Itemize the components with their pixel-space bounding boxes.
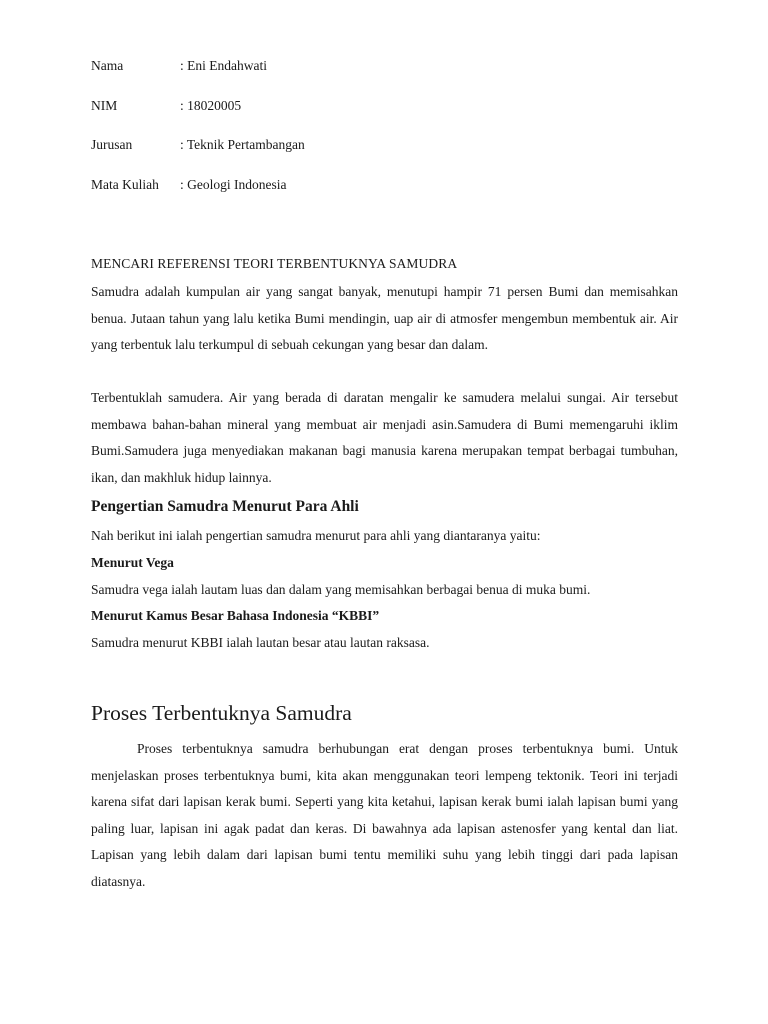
info-row-nama	[91, 58, 305, 98]
paragraph-1: Samudra adalah kumpulan air yang sangat banyak, menutupi hampir 71 persen Bumi dan memisahkan benua. Jutaan tahun yang lalu ketika Bumi mendingin, uap air di atmosfer mengembun membentuk air. Air yang terbentuk lalu terkumpul di sebuah cekungan yang besar dan dalam.	[91, 284, 678, 352]
student-info	[91, 58, 305, 216]
info-row-mata-kuliah	[91, 177, 305, 217]
kbbi-text: Samudra menurut KBBI ialah lautan besar atau lautan raksasa.	[91, 635, 430, 650]
info-row-jurusan	[91, 137, 305, 177]
paragraph-3: Proses terbentuknya samudra berhubungan erat dengan proses terbentuknya bumi. Untuk menjelaskan proses terbentuknya bumi, kita akan menggunakan teori lempeng tektonik. Teori ini terjadi karena sifat dari lapisan kerak bumi. Seperti yang kita ketahui, lapisan kerak bumi ialah lapisan bumi yang paling luar, lapisan ini agak padat dan keras. Di bawahnya ada lapisan astenosfer yang kental dan liat. Lapisan yang lebih dalam dari lapisan bumi tentu memiliki suhu yang lebih tinggi dari pada lapisan diatasnya.	[91, 741, 678, 889]
info-row-nim	[91, 98, 305, 138]
vega-text: Samudra vega ialah lautam luas dan dalam yang memisahkan berbagai benua di muka bumi.	[91, 582, 591, 597]
info-label: NIM	[91, 97, 118, 113]
info-label: Mata Kuliah	[91, 176, 159, 192]
section-heading: MENCARI REFERENSI TEORI TERBENTUKNYA SAMUDRA	[91, 256, 458, 271]
info-value: : 18020005	[180, 97, 242, 113]
info-value: : Geologi Indonesia	[180, 176, 287, 192]
info-value: : Teknik Pertambangan	[180, 137, 305, 152]
sub-heading: Pengertian Samudra Menurut Para Ahli	[91, 498, 359, 515]
info-value: : Eni Endahwati	[180, 58, 267, 73]
paragraph-2: Terbentuklah samudera. Air yang berada di daratan mengalir ke samudera melalui sungai. Air tersebut membawa bahan-bahan mineral yang membuat air menjadi asin.Samudera di Bumi memengaruhi iklim Bumi.Samudera juga menyediakan makanan bagi manusia karena merupakan tempat berbagai tumbuhan, ikan, dan makhluk hidup lainnya.	[91, 390, 678, 485]
info-label: Nama	[91, 58, 124, 73]
kbbi-heading: Menurut Kamus Besar Bahasa Indonesia “KBBI”	[91, 608, 380, 623]
page-title: Proses Terbentuknya Samudra	[91, 701, 352, 725]
info-label: Jurusan	[91, 137, 133, 152]
intro-line: Nah berikut ini ialah pengertian samudra menurut para ahli yang diantaranya yaitu:	[91, 528, 541, 543]
vega-heading: Menurut Vega	[91, 555, 174, 570]
